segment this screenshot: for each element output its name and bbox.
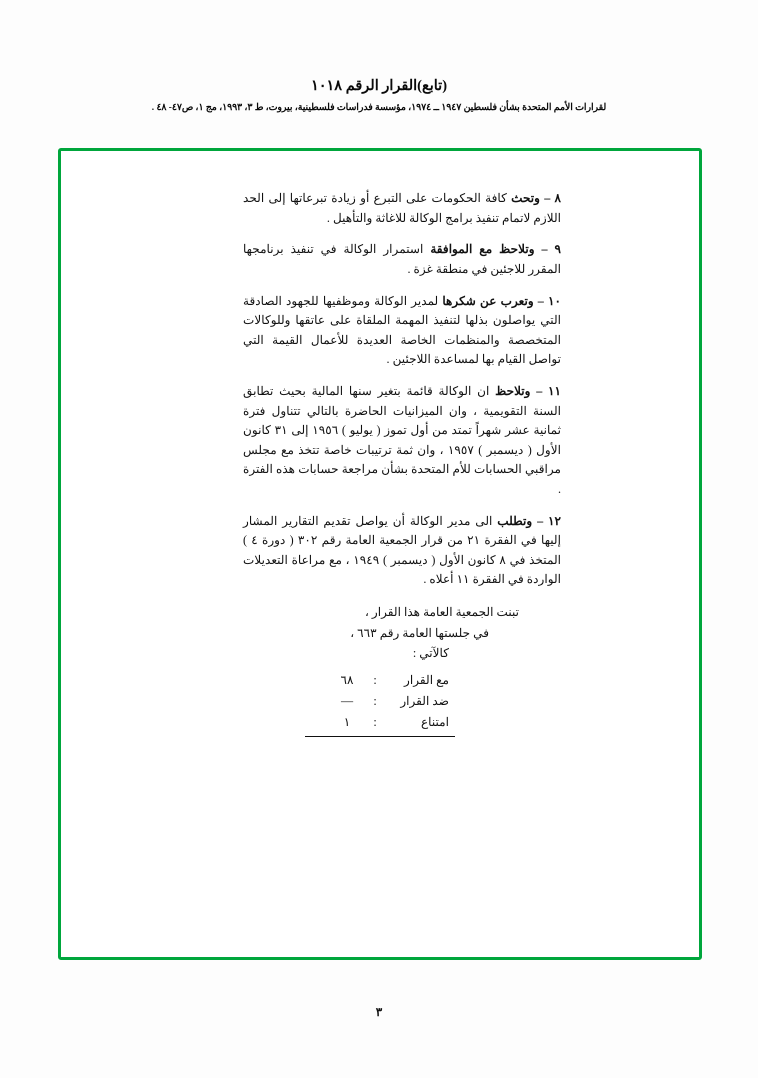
resolution-paragraph-12 bbox=[243, 512, 561, 590]
resolution-paragraph-11 bbox=[243, 382, 561, 499]
tally-colon: : bbox=[373, 715, 377, 730]
source-citation: لقرارات الأمم المتحدة بشأن فلسطين ١٩٤٧ ــ ١٩٧٤، مؤسسة فدراسات فلسطينية، بيروت، ط ٣، ١٩٩٣، مج ١، ص٤٧- ٤٨ . bbox=[151, 103, 607, 113]
tally-label: ضد القرار bbox=[400, 694, 449, 709]
adoption-note bbox=[243, 602, 561, 664]
resolution-paragraph-8 bbox=[243, 189, 561, 228]
resolution-text-column bbox=[243, 177, 561, 737]
paragraph-lead: ٨ – وتحث bbox=[511, 191, 562, 206]
tally-value: — bbox=[340, 694, 354, 709]
page-title: (تابع)القرار الرقم ١٠١٨ bbox=[310, 78, 448, 94]
paragraph-body: كافة الحكومات على التبرع أو زيادة تبرعاتها إلى الحد اللازم لاتمام تنفيذ برامج الوكالة للاغاثة والتأهيل . bbox=[243, 191, 561, 225]
paragraph-lead: ١٠ – وتعرب عن شكرها bbox=[442, 293, 561, 308]
adoption-line-2: في جلستها العامة رقم ٦٦٣ ، bbox=[350, 625, 489, 640]
paragraph-body: لمدير الوكالة وموظفيها للجهود الصادقة التي يواصلون بذلها لتنفيذ المهمة الملقاة على عاتقها وللوكالات المتخصصة والمنظمات الخاصة العديدة للأعمال القيمة التي تواصل القيام بها لمساعدة اللاجئين . bbox=[243, 293, 561, 367]
paragraph-body: استمرار الوكالة في تنفيذ برنامجها المقرر للاجئين في منطقة غزة . bbox=[243, 242, 561, 276]
page-number: ٣ bbox=[375, 1005, 383, 1019]
tally-value: ١ bbox=[343, 715, 351, 730]
tally-colon: : bbox=[373, 673, 377, 688]
tally-row bbox=[243, 691, 449, 712]
vote-tally bbox=[243, 670, 561, 737]
document-header bbox=[0, 78, 758, 113]
paragraph-lead: ١٢ – وتطلب bbox=[497, 513, 561, 528]
tally-value: ٦٨ bbox=[340, 673, 354, 688]
resolution-paragraph-10 bbox=[243, 292, 561, 370]
tally-underline bbox=[305, 736, 455, 737]
paragraph-lead: ٩ – وتلاحظ مع الموافقة bbox=[430, 242, 561, 257]
tally-row bbox=[243, 670, 449, 691]
paragraph-body: الى مدير الوكالة أن يواصل تقديم التقارير المشار إليها في الفقرة ٢١ من قرار الجمعية العامة رقم ٣٠٢ ( دورة ٤ ) المتخذ في ٨ كانون الأول ( ديسمبر ) ١٩٤٩ ، مع مراعاة التعديلات الواردة في الفقرة ١١ أعلاه . bbox=[243, 513, 561, 587]
resolution-paragraph-9 bbox=[243, 240, 561, 279]
tally-colon: : bbox=[373, 694, 377, 709]
content-frame bbox=[58, 148, 702, 960]
tally-label: امتناع bbox=[420, 715, 449, 730]
paragraph-body: ان الوكالة قائمة بتغير سنها المالية بحيث تطابق السنة التقويمية ، وان الميزانيات الحاضرة بالتالي تتناول فترة ثمانية عشر شهراً تمتد من أول تموز ( يوليو ) ١٩٥٦ إلى ٣١ كانون الأول ( ديسمبر ) ١٩٥٧ ، وان ثمة ترتيبات خاصة تتخذ مع مجلس مراقبي الحسابات للأم المتحدة بشأن مراجعة حسابات هذه الفترة . bbox=[243, 384, 562, 496]
tally-row bbox=[243, 712, 449, 733]
tally-label: مع القرار bbox=[404, 673, 449, 688]
paragraph-lead: ١١ – وتلاحظ bbox=[495, 384, 561, 398]
adoption-line-3: كالآتي : bbox=[412, 646, 449, 661]
adoption-line-1: تبنت الجمعية العامة هذا القرار ، bbox=[364, 604, 519, 619]
